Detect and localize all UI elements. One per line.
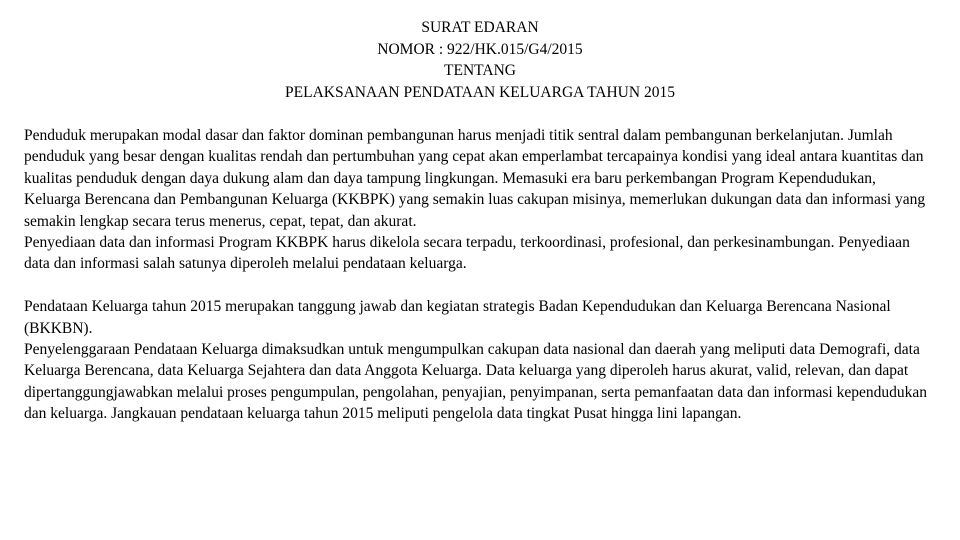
document-header: [0, 17, 960, 103]
document-title: SURAT EDARAN: [421, 19, 539, 36]
document-body: [24, 125, 936, 425]
paragraph-population: Penduduk merupakan modal dasar dan faktor dominan pembangunan harus menjadi titik sentral dalam pembangunan berkelanjutan. Jumlah penduduk yang besar dengan kualitas rendah dan pertumbuhan yang cepat akan emperlambat tercapainya kondisi yang ideal antara kuantitas dan kualitas penduduk dengan daya dukung alam dan daya tampung lingkungan. Memasuki era baru perkembangan Program Kependudukan, Keluarga Berencana dan Pembangunan Keluarga (KKBPK) yang semakin luas cakupan misinya, memerlukan dukungan data dan informasi yang semakin lengkap secara terus menerus, cepat, tepat, dan akurat.: [24, 127, 926, 230]
document-number: NOMOR : 922/HK.015/G4/2015: [377, 40, 583, 58]
document-subject: PELAKSANAAN PENDATAAN KELUARGA TAHUN 2015: [285, 83, 675, 101]
paragraph-responsibility: Pendataan Keluarga tahun 2015 merupakan tanggung jawab dan kegiatan strategis Badan Kependudukan dan Keluarga Berencana Nasional (BKKBN).: [24, 298, 891, 337]
paragraph-implementation: Penyelenggaraan Pendataan Keluarga dimaksudkan untuk mengumpulkan cakupan data nasional dan daerah yang meliputi data Demografi, data Keluarga Berencana, data Keluarga Sejahtera dan data Anggota Keluarga. Data keluarga yang diperoleh harus akurat, valid, relevan, dan dapat dipertanggungjawabkan melalui proses pengumpulan, pengolahan, penyajian, penyimpanan, serta pemanfaatan data dan informasi kependudukan dan keluarga. Jangkauan pendataan keluarga tahun 2015 meliputi pengelola data tingkat Pusat hingga lini lapangan.: [24, 341, 928, 423]
paragraph-spacer: [24, 275, 936, 296]
document-about-label: TENTANG: [444, 62, 516, 79]
paragraph-data-provision: Penyediaan data dan informasi Program KKBPK harus dikelola secara terpadu, terkoordinasi, profesional, dan perkesinambungan. Penyediaan data dan informasi salah satunya diperoleh melalui pendataan keluarga.: [24, 234, 910, 273]
